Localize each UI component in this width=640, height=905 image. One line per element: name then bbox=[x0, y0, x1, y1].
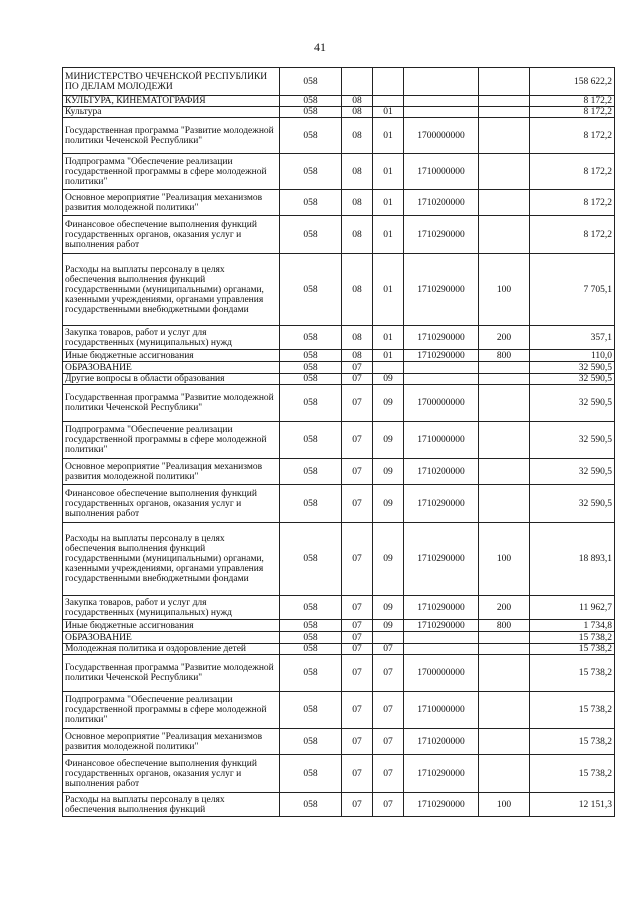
table-row bbox=[63, 755, 615, 793]
cell-ved: 058 bbox=[280, 644, 342, 655]
cell-rz: 07 bbox=[342, 523, 373, 596]
cell-rz: 08 bbox=[342, 154, 373, 190]
cell-name: МИНИСТЕРСТВО ЧЕЧЕНСКОЙ РЕСПУБЛИКИ ПО ДЕЛАМ МОЛОДЕЖИ bbox=[63, 68, 280, 96]
table-row bbox=[63, 422, 615, 459]
cell-ved: 058 bbox=[280, 374, 342, 385]
cell-rz: 07 bbox=[342, 632, 373, 644]
cell-sum: 18 893,1 bbox=[530, 523, 615, 596]
table-row bbox=[63, 96, 615, 107]
cell-vr bbox=[479, 118, 530, 154]
table-row bbox=[63, 326, 615, 350]
cell-csr: 1710000000 bbox=[404, 422, 479, 459]
cell-name: Иные бюджетные ассигнования bbox=[63, 350, 280, 362]
cell-rz: 08 bbox=[342, 326, 373, 350]
cell-name: Основное мероприятие "Реализация механизмов развития молодежной политики" bbox=[63, 459, 280, 485]
cell-pr: 07 bbox=[373, 644, 404, 655]
cell-vr: 200 bbox=[479, 326, 530, 350]
table-row bbox=[63, 374, 615, 385]
cell-vr bbox=[479, 729, 530, 755]
cell-sum: 8 172,2 bbox=[530, 96, 615, 107]
cell-rz: 07 bbox=[342, 385, 373, 422]
cell-sum: 110,0 bbox=[530, 350, 615, 362]
cell-vr bbox=[479, 755, 530, 793]
cell-ved: 058 bbox=[280, 729, 342, 755]
cell-sum: 32 590,5 bbox=[530, 422, 615, 459]
cell-rz: 08 bbox=[342, 190, 373, 216]
cell-pr: 07 bbox=[373, 692, 404, 729]
cell-vr bbox=[479, 362, 530, 374]
cell-name: Основное мероприятие "Реализация механизмов развития молодежной политики" bbox=[63, 190, 280, 216]
cell-sum: 15 738,2 bbox=[530, 755, 615, 793]
cell-csr: 1710000000 bbox=[404, 692, 479, 729]
cell-sum: 8 172,2 bbox=[530, 190, 615, 216]
cell-rz bbox=[342, 68, 373, 96]
cell-ved: 058 bbox=[280, 254, 342, 326]
cell-pr: 09 bbox=[373, 422, 404, 459]
cell-rz: 07 bbox=[342, 729, 373, 755]
cell-pr: 09 bbox=[373, 523, 404, 596]
cell-rz: 07 bbox=[342, 374, 373, 385]
cell-csr: 1710290000 bbox=[404, 793, 479, 817]
cell-csr: 1700000000 bbox=[404, 385, 479, 422]
cell-ved: 058 bbox=[280, 154, 342, 190]
cell-vr: 100 bbox=[479, 254, 530, 326]
cell-ved: 058 bbox=[280, 385, 342, 422]
cell-sum: 32 590,5 bbox=[530, 459, 615, 485]
cell-vr bbox=[479, 96, 530, 107]
cell-csr: 1710290000 bbox=[404, 485, 479, 523]
cell-pr: 07 bbox=[373, 755, 404, 793]
cell-ved: 058 bbox=[280, 632, 342, 644]
cell-pr: 09 bbox=[373, 374, 404, 385]
cell-ved: 058 bbox=[280, 755, 342, 793]
cell-pr: 01 bbox=[373, 350, 404, 362]
cell-ved: 058 bbox=[280, 523, 342, 596]
cell-ved: 058 bbox=[280, 422, 342, 459]
table-row bbox=[63, 632, 615, 644]
cell-pr: 01 bbox=[373, 216, 404, 254]
cell-pr: 07 bbox=[373, 729, 404, 755]
cell-name: Государственная программа "Развитие молодежной политики Чеченской Республики" bbox=[63, 655, 280, 692]
cell-vr bbox=[479, 644, 530, 655]
cell-ved: 058 bbox=[280, 362, 342, 374]
cell-name: ОБРАЗОВАНИЕ bbox=[63, 362, 280, 374]
cell-pr: 01 bbox=[373, 326, 404, 350]
table-row bbox=[63, 729, 615, 755]
cell-ved: 058 bbox=[280, 620, 342, 632]
cell-sum: 8 172,2 bbox=[530, 216, 615, 254]
cell-ved: 058 bbox=[280, 692, 342, 729]
cell-rz: 07 bbox=[342, 793, 373, 817]
cell-csr bbox=[404, 374, 479, 385]
cell-pr: 01 bbox=[373, 254, 404, 326]
table-row bbox=[63, 362, 615, 374]
cell-ved: 058 bbox=[280, 326, 342, 350]
table-row bbox=[63, 644, 615, 655]
cell-csr: 1710290000 bbox=[404, 216, 479, 254]
cell-csr bbox=[404, 68, 479, 96]
cell-rz: 08 bbox=[342, 254, 373, 326]
cell-rz: 08 bbox=[342, 216, 373, 254]
table-row bbox=[63, 254, 615, 326]
cell-vr: 100 bbox=[479, 793, 530, 817]
cell-name: Молодежная политика и оздоровление детей bbox=[63, 644, 280, 655]
table-row bbox=[63, 692, 615, 729]
cell-pr: 09 bbox=[373, 459, 404, 485]
cell-csr bbox=[404, 632, 479, 644]
budget-table bbox=[62, 67, 615, 817]
cell-pr bbox=[373, 96, 404, 107]
cell-sum: 15 738,2 bbox=[530, 632, 615, 644]
cell-name: Закупка товаров, работ и услуг для государственных (муниципальных) нужд bbox=[63, 326, 280, 350]
cell-vr bbox=[479, 632, 530, 644]
cell-pr: 07 bbox=[373, 655, 404, 692]
cell-sum: 158 622,2 bbox=[530, 68, 615, 96]
cell-pr: 09 bbox=[373, 385, 404, 422]
cell-vr bbox=[479, 216, 530, 254]
cell-ved: 058 bbox=[280, 350, 342, 362]
cell-sum: 8 172,2 bbox=[530, 154, 615, 190]
cell-rz: 08 bbox=[342, 118, 373, 154]
cell-vr bbox=[479, 374, 530, 385]
cell-pr: 09 bbox=[373, 485, 404, 523]
cell-rz: 07 bbox=[342, 596, 373, 620]
page-number: 41 bbox=[314, 40, 326, 54]
cell-csr: 1710290000 bbox=[404, 326, 479, 350]
table-row bbox=[63, 523, 615, 596]
cell-sum: 32 590,5 bbox=[530, 374, 615, 385]
cell-csr: 1700000000 bbox=[404, 118, 479, 154]
table-row bbox=[63, 350, 615, 362]
cell-pr: 09 bbox=[373, 620, 404, 632]
table-row bbox=[63, 154, 615, 190]
cell-pr: 01 bbox=[373, 118, 404, 154]
cell-csr bbox=[404, 644, 479, 655]
cell-sum: 1 734,8 bbox=[530, 620, 615, 632]
cell-ved: 058 bbox=[280, 459, 342, 485]
cell-ved: 058 bbox=[280, 96, 342, 107]
cell-pr bbox=[373, 632, 404, 644]
table-row bbox=[63, 596, 615, 620]
cell-ved: 058 bbox=[280, 68, 342, 96]
cell-name: Финансовое обеспечение выполнения функций государственных органов, оказания услуг и выполнения работ bbox=[63, 485, 280, 523]
cell-name: Расходы на выплаты персоналу в целях обеспечения выполнения функций государственными (муниципальными) органами, казенными учреждениями, органами управления государственными внебюджетными фондами bbox=[63, 254, 280, 326]
cell-ved: 058 bbox=[280, 107, 342, 118]
cell-name: Другие вопросы в области образования bbox=[63, 374, 280, 385]
cell-sum: 8 172,2 bbox=[530, 107, 615, 118]
cell-vr bbox=[479, 459, 530, 485]
table-row bbox=[63, 190, 615, 216]
cell-csr: 1700000000 bbox=[404, 655, 479, 692]
cell-name: Расходы на выплаты персоналу в целях обеспечения выполнения функций государственными (муниципальными) органами, казенными учреждениями, органами управления государственными внебюджетными фондами bbox=[63, 523, 280, 596]
cell-ved: 058 bbox=[280, 118, 342, 154]
cell-name: Финансовое обеспечение выполнения функций государственных органов, оказания услуг и выполнения работ bbox=[63, 216, 280, 254]
cell-pr: 01 bbox=[373, 190, 404, 216]
table-row bbox=[63, 655, 615, 692]
cell-name: Закупка товаров, работ и услуг для государственных (муниципальных) нужд bbox=[63, 596, 280, 620]
cell-vr: 200 bbox=[479, 596, 530, 620]
cell-csr: 1710200000 bbox=[404, 190, 479, 216]
cell-csr: 1710290000 bbox=[404, 620, 479, 632]
cell-rz: 07 bbox=[342, 655, 373, 692]
cell-rz: 07 bbox=[342, 755, 373, 793]
cell-sum: 15 738,2 bbox=[530, 729, 615, 755]
cell-name: Культура bbox=[63, 107, 280, 118]
cell-sum: 32 590,5 bbox=[530, 362, 615, 374]
cell-rz: 07 bbox=[342, 362, 373, 374]
cell-name: Основное мероприятие "Реализация механизмов развития молодежной политики" bbox=[63, 729, 280, 755]
cell-csr: 1710290000 bbox=[404, 254, 479, 326]
cell-sum: 15 738,2 bbox=[530, 692, 615, 729]
table-row bbox=[63, 485, 615, 523]
cell-sum: 12 151,3 bbox=[530, 793, 615, 817]
cell-pr: 01 bbox=[373, 154, 404, 190]
cell-name: Иные бюджетные ассигнования bbox=[63, 620, 280, 632]
cell-sum: 7 705,1 bbox=[530, 254, 615, 326]
cell-vr bbox=[479, 385, 530, 422]
cell-vr: 100 bbox=[479, 523, 530, 596]
cell-name: Подпрограмма "Обеспечение реализации государственной программы в сфере молодежной политики" bbox=[63, 422, 280, 459]
cell-csr: 1710290000 bbox=[404, 350, 479, 362]
cell-name: ОБРАЗОВАНИЕ bbox=[63, 632, 280, 644]
cell-ved: 058 bbox=[280, 793, 342, 817]
cell-vr bbox=[479, 68, 530, 96]
cell-csr: 1710200000 bbox=[404, 729, 479, 755]
cell-vr bbox=[479, 692, 530, 729]
table-row bbox=[63, 216, 615, 254]
table-row bbox=[63, 385, 615, 422]
cell-name: Расходы на выплаты персоналу в целях обеспечения выполнения функций bbox=[63, 793, 280, 817]
cell-csr: 1710000000 bbox=[404, 154, 479, 190]
cell-rz: 08 bbox=[342, 350, 373, 362]
cell-csr: 1710200000 bbox=[404, 459, 479, 485]
cell-pr: 09 bbox=[373, 596, 404, 620]
cell-ved: 058 bbox=[280, 655, 342, 692]
cell-vr bbox=[479, 485, 530, 523]
cell-rz: 07 bbox=[342, 422, 373, 459]
cell-ved: 058 bbox=[280, 596, 342, 620]
cell-ved: 058 bbox=[280, 190, 342, 216]
cell-name: Государственная программа "Развитие молодежной политики Чеченской Республики" bbox=[63, 118, 280, 154]
cell-sum: 11 962,7 bbox=[530, 596, 615, 620]
cell-name: Государственная программа "Развитие молодежной политики Чеченской Республики" bbox=[63, 385, 280, 422]
cell-sum: 8 172,2 bbox=[530, 118, 615, 154]
cell-vr bbox=[479, 422, 530, 459]
table-row bbox=[63, 459, 615, 485]
cell-pr: 07 bbox=[373, 793, 404, 817]
cell-pr bbox=[373, 68, 404, 96]
cell-ved: 058 bbox=[280, 485, 342, 523]
cell-pr: 01 bbox=[373, 107, 404, 118]
cell-name: Подпрограмма "Обеспечение реализации государственной программы в сфере молодежной политики" bbox=[63, 692, 280, 729]
cell-rz: 07 bbox=[342, 485, 373, 523]
cell-ved: 058 bbox=[280, 216, 342, 254]
cell-vr bbox=[479, 190, 530, 216]
cell-rz: 07 bbox=[342, 692, 373, 729]
cell-vr: 800 bbox=[479, 620, 530, 632]
cell-name: Финансовое обеспечение выполнения функций государственных органов, оказания услуг и выполнения работ bbox=[63, 755, 280, 793]
cell-rz: 08 bbox=[342, 96, 373, 107]
cell-csr bbox=[404, 362, 479, 374]
cell-csr bbox=[404, 96, 479, 107]
cell-sum: 32 590,5 bbox=[530, 485, 615, 523]
table-row bbox=[63, 118, 615, 154]
cell-sum: 357,1 bbox=[530, 326, 615, 350]
table-row bbox=[63, 68, 615, 96]
cell-name: КУЛЬТУРА, КИНЕМАТОГРАФИЯ bbox=[63, 96, 280, 107]
table-row bbox=[63, 793, 615, 817]
cell-sum: 15 738,2 bbox=[530, 644, 615, 655]
table-row bbox=[63, 620, 615, 632]
cell-rz: 07 bbox=[342, 620, 373, 632]
cell-rz: 07 bbox=[342, 459, 373, 485]
table-row bbox=[63, 107, 615, 118]
cell-csr: 1710290000 bbox=[404, 755, 479, 793]
cell-csr bbox=[404, 107, 479, 118]
cell-sum: 15 738,2 bbox=[530, 655, 615, 692]
cell-vr: 800 bbox=[479, 350, 530, 362]
cell-rz: 08 bbox=[342, 107, 373, 118]
cell-pr bbox=[373, 362, 404, 374]
cell-vr bbox=[479, 655, 530, 692]
cell-sum: 32 590,5 bbox=[530, 385, 615, 422]
cell-vr bbox=[479, 154, 530, 190]
cell-rz: 07 bbox=[342, 644, 373, 655]
cell-vr bbox=[479, 107, 530, 118]
cell-name: Подпрограмма "Обеспечение реализации государственной программы в сфере молодежной политики" bbox=[63, 154, 280, 190]
cell-csr: 1710290000 bbox=[404, 523, 479, 596]
cell-csr: 1710290000 bbox=[404, 596, 479, 620]
